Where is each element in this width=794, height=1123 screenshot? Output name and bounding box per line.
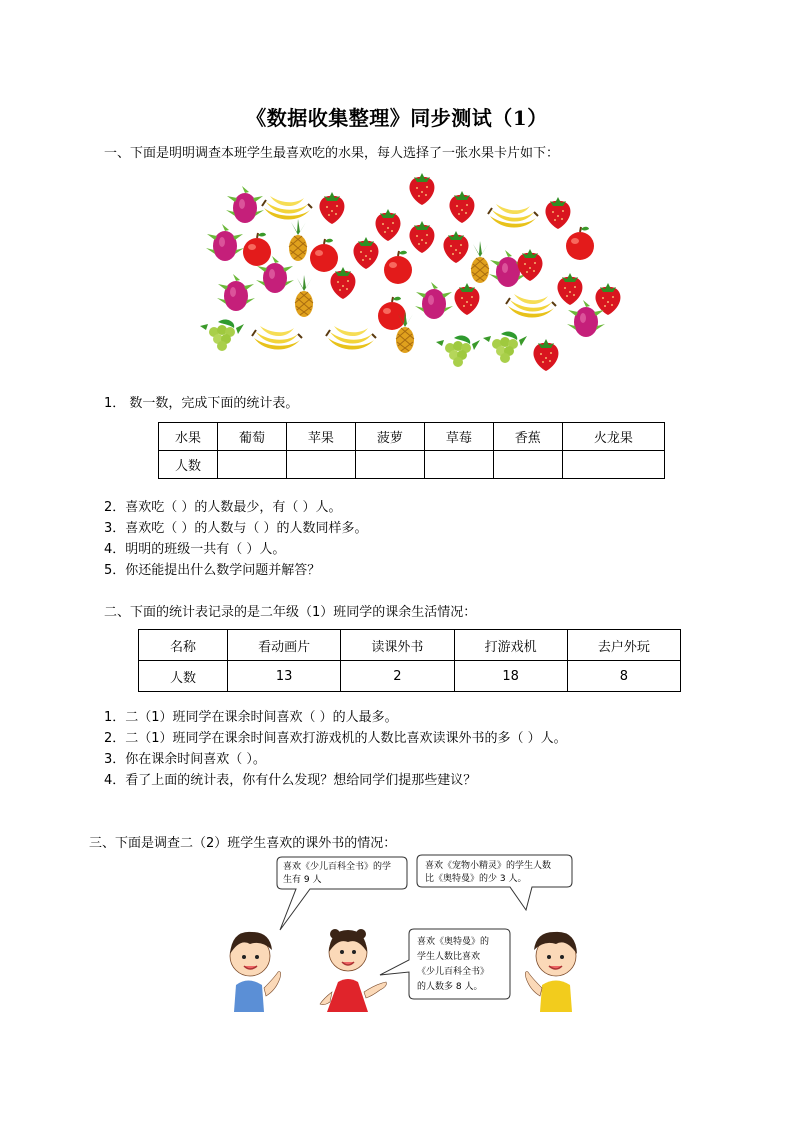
grape-icon <box>200 320 244 351</box>
pineapple-icon <box>471 241 489 283</box>
table-header-row <box>159 423 665 451</box>
answer-cell[interactable] <box>424 451 493 479</box>
section3-heading: 三、下面是调查二（2）班学生喜欢的课外书的情况： <box>89 836 397 851</box>
page-title: 《数据收集整理》同步测试（1） <box>246 106 548 130</box>
strawberry-icon <box>455 283 480 315</box>
section2-question-1: 1．二（1）班同学在课余时间喜欢（ ）的人最多。 <box>104 710 398 725</box>
strawberry-icon <box>534 339 559 371</box>
table-cell: 8 <box>567 661 680 692</box>
strawberry-icon <box>558 273 583 305</box>
section2-question-4: 4．看了上面的统计表，你有什么发现？想给同学们提那些建议？ <box>104 773 477 788</box>
banana-icon <box>326 326 376 350</box>
section2-heading: 二、下面的统计表记录的是二年级（1）班同学的课余生活情况： <box>104 605 477 620</box>
bubble-3-line-4: 的人数多 8 人。 <box>417 982 483 992</box>
pineapple-icon <box>289 219 307 261</box>
section1-question-4: 4．明明的班级一共有（ ）人。 <box>104 542 286 557</box>
table-cell: 看动画片 <box>228 630 341 661</box>
girl-character <box>320 929 386 1012</box>
apple-icon <box>384 251 412 284</box>
dragonfruit-icon <box>217 274 255 311</box>
table-cell: 菠萝 <box>355 423 424 451</box>
table-cell: 13 <box>228 661 341 692</box>
bubble-3-line-3: 《少儿百科全书》 <box>417 967 490 977</box>
section1-question-1: 1． 数一数，完成下面的统计表。 <box>104 396 299 411</box>
strawberry-icon <box>410 173 435 205</box>
answer-cell[interactable] <box>355 451 424 479</box>
apple-icon <box>378 297 406 330</box>
boy-character-right <box>525 932 577 1012</box>
answer-cell[interactable] <box>286 451 355 479</box>
grape-icon <box>483 332 527 363</box>
section2-question-3: 3．你在课余时间喜欢（ ）。 <box>104 752 266 767</box>
section2-question-2: 2．二（1）班同学在课余时间喜欢打游戏机的人数比喜欢读课外书的多（ ）人。 <box>104 731 567 746</box>
bubble-3-line-1: 喜欢《奥特曼》的 <box>417 937 490 947</box>
speech-bubble-1 <box>277 857 407 930</box>
table-cell: 2 <box>341 661 454 692</box>
banana-icon <box>262 196 312 220</box>
fruit-count-table <box>158 422 665 479</box>
table-cell: 葡萄 <box>218 423 287 451</box>
table-cell: 草莓 <box>424 423 493 451</box>
banana-icon <box>488 204 538 228</box>
fruit-cards-illustration <box>190 165 630 380</box>
answer-cell[interactable] <box>562 451 664 479</box>
dragonfruit-icon <box>206 224 244 261</box>
table-cell: 打游戏机 <box>454 630 567 661</box>
section1-question-3: 3．喜欢吃（ ）的人数与（ ）的人数同样多。 <box>104 521 368 536</box>
table-row <box>139 661 681 692</box>
strawberry-icon <box>320 192 345 224</box>
table-cell: 水果 <box>159 423 218 451</box>
grape-icon <box>436 336 480 367</box>
speech-bubble-2 <box>417 855 572 910</box>
strawberry-icon <box>444 231 469 263</box>
table-cell: 苹果 <box>286 423 355 451</box>
bubble-1-line-2: 生有 9 人 <box>283 875 322 885</box>
section1-question-2: 2．喜欢吃（ ）的人数最少，有（ ）人。 <box>104 500 342 515</box>
dragonfruit-icon <box>226 186 264 223</box>
table-cell: 18 <box>454 661 567 692</box>
section1-question-5: 5．你还能提出什么数学问题并解答？ <box>104 563 321 578</box>
table-cell: 去户外玩 <box>567 630 680 661</box>
strawberry-icon <box>546 197 571 229</box>
bubble-1-line-1: 喜欢《少儿百科全书》的学 <box>283 862 392 872</box>
apple-icon <box>566 227 594 260</box>
banana-icon <box>506 294 556 318</box>
table-cell: 火龙果 <box>562 423 664 451</box>
pineapple-icon <box>295 275 313 317</box>
table-cell: 读课外书 <box>341 630 454 661</box>
banana-icon <box>252 326 302 350</box>
table-cell: 香蕉 <box>493 423 562 451</box>
bubble-2-line-2: 比《奥特曼》的少 3 人。 <box>425 874 527 884</box>
table-cell: 人数 <box>139 661 228 692</box>
answer-cell[interactable] <box>493 451 562 479</box>
bubble-3-line-2: 学生人数比喜欢 <box>417 952 481 962</box>
strawberry-icon <box>354 237 379 269</box>
activity-table <box>138 629 681 692</box>
strawberry-icon <box>410 221 435 253</box>
section1-heading: 一、下面是明明调查本班学生最喜欢吃的水果，每人选择了一张水果卡片如下： <box>104 146 560 161</box>
table-header-row <box>139 630 681 661</box>
survey-illustration <box>225 850 585 1015</box>
apple-icon <box>243 233 271 266</box>
strawberry-icon <box>450 191 475 223</box>
apple-icon <box>310 239 338 272</box>
table-cell: 名称 <box>139 630 228 661</box>
boy-character-left <box>230 932 281 1012</box>
dragonfruit-icon <box>415 282 453 319</box>
bubble-2-line-1: 喜欢《宠物小精灵》的学生人数 <box>425 861 552 871</box>
speech-bubble-3 <box>380 929 510 999</box>
strawberry-icon <box>596 283 621 315</box>
strawberry-icon <box>376 209 401 241</box>
strawberry-icon <box>331 267 356 299</box>
table-cell: 人数 <box>159 451 218 479</box>
answer-cell[interactable] <box>218 451 287 479</box>
table-row <box>159 451 665 479</box>
